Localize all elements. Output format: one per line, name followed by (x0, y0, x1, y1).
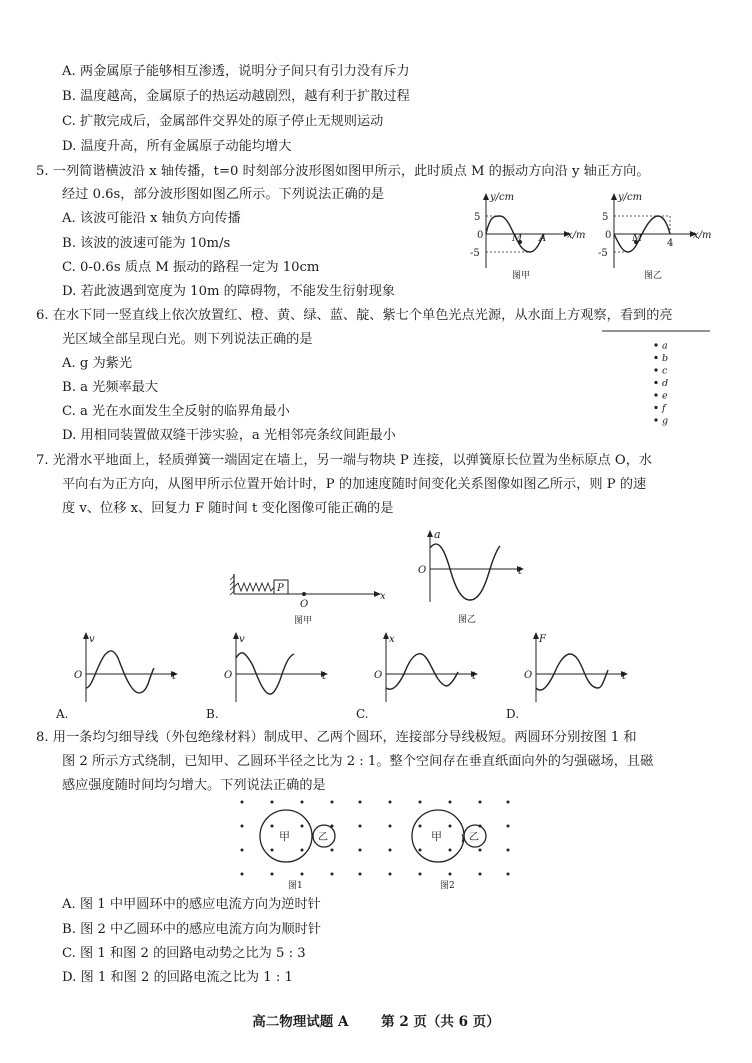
field-dot (301, 849, 304, 852)
q6-option-d: D. 用相同装置做双缝干涉实验，a 光相邻亮条纹间距最小 (62, 428, 396, 443)
field-dot (331, 801, 334, 804)
q8-option-b: B. 图 2 中乙圆环中的感应电流方向为顺时针 (62, 922, 322, 937)
q6-point-source (654, 393, 657, 396)
field-dot (271, 873, 274, 876)
q7-yi-caption: 图乙 (458, 615, 477, 625)
q7-option-a-graph (56, 628, 186, 722)
q8-fig1-label-yi: 乙 (318, 832, 328, 843)
field-dot (507, 825, 510, 828)
field-dot (241, 873, 244, 876)
field-dot (301, 801, 304, 804)
q7-d-origin: O (524, 670, 533, 681)
field-dot (271, 825, 274, 828)
q5-jia-y-pos: 5 (474, 212, 481, 223)
field-dot (241, 801, 244, 804)
field-dot (271, 849, 274, 852)
field-dot (301, 825, 304, 828)
field-dot (419, 801, 422, 804)
q6-stem-line2: 光区域全部呈现白光。则下列说法正确的是 (62, 332, 313, 347)
q6-option-c: C. a 光在水面发生全反射的临界角最小 (62, 404, 290, 419)
q6-point-source (654, 418, 657, 421)
q6-point-label: f (662, 403, 666, 414)
q8-fig2-label-yi: 乙 (469, 832, 479, 843)
field-dot (419, 873, 422, 876)
q7-b-xlabel: t (322, 671, 327, 682)
q5-jia-caption: 图甲 (512, 271, 531, 281)
q7-stem-line3: 度 v、位移 x、回复力 F 随时间 t 变化图像可能正确的是 (62, 501, 394, 516)
q6-point-source (654, 343, 657, 346)
q7-jia-origin: O (300, 599, 309, 610)
q7-c-ylabel: x (389, 634, 395, 645)
q6-point-label: a (662, 340, 668, 352)
q7-b-letter: B. (206, 707, 219, 721)
page-footer (0, 1010, 752, 1030)
q7-a-ylabel: v (89, 634, 95, 645)
q5-option-c: C. 0-0.6s 质点 M 振动的路程一定为 10cm (62, 260, 320, 275)
q4-option-a: A. 两金属原子能够相互渗透，说明分子间只有引力没有斥力 (62, 64, 410, 79)
q5-jia-point-m: M (512, 233, 523, 244)
field-dot (359, 801, 362, 804)
q7-jia-caption: 图甲 (294, 616, 313, 626)
field-dot (449, 849, 452, 852)
field-dot (449, 873, 452, 876)
q8-stem-line1: 8. 用一条均匀细导线（外包绝缘材料）制成甲、乙两个圆环，连接部分导线极短。两圆环分别按图 1 和 (36, 730, 637, 745)
q6-point-source (654, 368, 657, 371)
q7-yi-origin: O (418, 565, 427, 576)
q8-fig2-caption: 图2 (440, 881, 455, 891)
field-dot (479, 873, 482, 876)
q7-option-d-graph (506, 628, 636, 722)
q7-stem-line2: 平向右为正方向，从图甲所示位置开始计时，P 的加速度随时间变化关系图像如图乙所示，则 P 的速 (62, 477, 647, 492)
q8-option-d: D. 图 1 和图 2 的回路电流之比为 1 : 1 (62, 970, 293, 985)
q7-c-origin: O (374, 670, 383, 681)
q5-stem-line2: 经过 0.6s，部分波形图如图乙所示。下列说法正确的是 (62, 187, 385, 202)
page-number: 第 2 页（共 6 页） (381, 1014, 500, 1030)
q5-jia-zero: 0 (477, 230, 484, 241)
field-dot (389, 825, 392, 828)
q7-b-origin: O (224, 670, 233, 681)
q5-jia-xlabel: x/m (567, 230, 586, 241)
q4-option-c: C. 扩散完成后，金属部件交界处的原子停止无规则运动 (62, 114, 384, 129)
q5-jia-ylabel: y/cm (490, 192, 515, 203)
q8-stem-line2: 图 2 所示方式绕制，已知甲、乙圆环半径之比为 2 : 1。整个空间存在垂直纸面向外的匀强磁场，且磁 (62, 754, 654, 769)
q8-figure-1 (236, 796, 366, 892)
q7-yi-xlabel: t (518, 566, 523, 577)
q6-point-label: b (662, 353, 669, 364)
q8-fig2-label-jia: 甲 (431, 830, 442, 843)
q6-point-source (654, 406, 657, 409)
field-dot (359, 873, 362, 876)
q6-option-b: B. a 光频率最大 (62, 380, 159, 395)
field-dot (449, 825, 452, 828)
q8-fig1-caption: 图1 (288, 881, 303, 891)
q5-yi-tick: 4 (667, 238, 674, 249)
q5-yi-zero: 0 (605, 230, 612, 241)
field-dot (507, 801, 510, 804)
q5-jia-point-a: A (539, 233, 547, 244)
q5-yi-point-m: M (632, 233, 643, 244)
field-dot (389, 849, 392, 852)
q8-option-a: A. 图 1 中甲圆环中的感应电流方向为逆时针 (62, 897, 321, 912)
q8-fig1-label-jia: 甲 (279, 830, 290, 843)
field-dot (241, 849, 244, 852)
q5-option-a: A. 该波可能沿 x 轴负方向传播 (62, 211, 241, 226)
q4-option-b: B. 温度越高，金属原子的热运动越剧烈，越有利于扩散过程 (62, 89, 410, 104)
q4-option-d: D. 温度升高，所有金属原子动能均增大 (62, 139, 292, 154)
q7-c-letter: C. (356, 707, 369, 721)
field-dot (507, 873, 510, 876)
field-dot (479, 849, 482, 852)
q6-option-a: A. g 为紫光 (62, 356, 133, 371)
field-dot (449, 801, 452, 804)
q7-d-letter: D. (506, 707, 520, 721)
q7-block-label: P (277, 583, 284, 594)
q7-figure-yi (412, 526, 532, 630)
field-dot (419, 849, 422, 852)
q5-stem-line1: 5. 一列简谐横波沿 x 轴传播，t=0 时刻部分波形图如图甲所示，此时质点 M 的振动方向沿 y 轴正方向。 (36, 164, 650, 179)
q6-point-label: c (662, 365, 668, 377)
q5-yi-caption: 图乙 (644, 271, 663, 281)
q6-stem-line1: 6. 在水下同一竖直线上依次放置红、橙、黄、绿、蓝、靛、紫七个单色光点光源，从水面上方观察，看到的亮 (36, 308, 673, 323)
q7-d-ylabel: F (539, 634, 546, 645)
field-dot (389, 873, 392, 876)
field-dot (331, 849, 334, 852)
q7-b-ylabel: v (239, 634, 245, 645)
q7-yi-ylabel: a (434, 528, 441, 541)
q5-jia-y-neg: -5 (470, 248, 480, 259)
field-dot (331, 873, 334, 876)
q5-yi-ylabel: y/cm (618, 192, 643, 203)
q6-point-label: d (662, 378, 669, 389)
field-dot (419, 825, 422, 828)
field-dot (507, 849, 510, 852)
q8-stem-line3: 感应强度随时间均匀增大。下列说法正确的是 (62, 778, 326, 793)
q5-yi-y-neg: -5 (598, 248, 608, 259)
q5-yi-xlabel: x/m (693, 230, 712, 241)
q5-figure-yi (598, 190, 728, 290)
q6-figure-light-sources (600, 327, 712, 437)
field-dot (271, 801, 274, 804)
field-dot (241, 825, 244, 828)
exam-title: 高二物理试题 A (252, 1014, 349, 1030)
q5-figure-jia (470, 190, 590, 290)
q6-point-label: g (662, 415, 669, 427)
q6-point-source (654, 356, 657, 359)
q7-a-origin: O (74, 670, 83, 681)
field-dot (389, 801, 392, 804)
q7-stem-line1: 7. 光滑水平地面上，轻质弹簧一端固定在墙上，另一端与物块 P 连接，以弹簧原长位置为坐标原点 O，水 (36, 453, 653, 468)
field-dot (359, 849, 362, 852)
q5-option-d: D. 若此波遇到宽度为 10m 的障碍物，不能发生衍射现象 (62, 284, 396, 299)
q7-option-b-graph (206, 628, 336, 722)
q6-point-label: e (662, 390, 668, 402)
q7-a-xlabel: t (172, 671, 177, 682)
q6-point-source (654, 381, 657, 384)
q5-yi-y-pos: 5 (602, 212, 609, 223)
field-dot (301, 873, 304, 876)
q7-c-xlabel: t (472, 671, 477, 682)
q5-option-b: B. 该波的波速可能为 10m/s (62, 236, 231, 251)
q8-figure-2 (384, 796, 514, 892)
q7-option-c-graph (356, 628, 486, 722)
q7-d-xlabel: t (622, 671, 627, 682)
q7-jia-axis: x (380, 591, 386, 602)
field-dot (359, 825, 362, 828)
q7-a-letter: A. (56, 707, 69, 721)
q8-option-c: C. 图 1 和图 2 的回路电动势之比为 5 : 3 (62, 946, 306, 961)
field-dot (479, 801, 482, 804)
q7-figure-jia (228, 568, 393, 628)
